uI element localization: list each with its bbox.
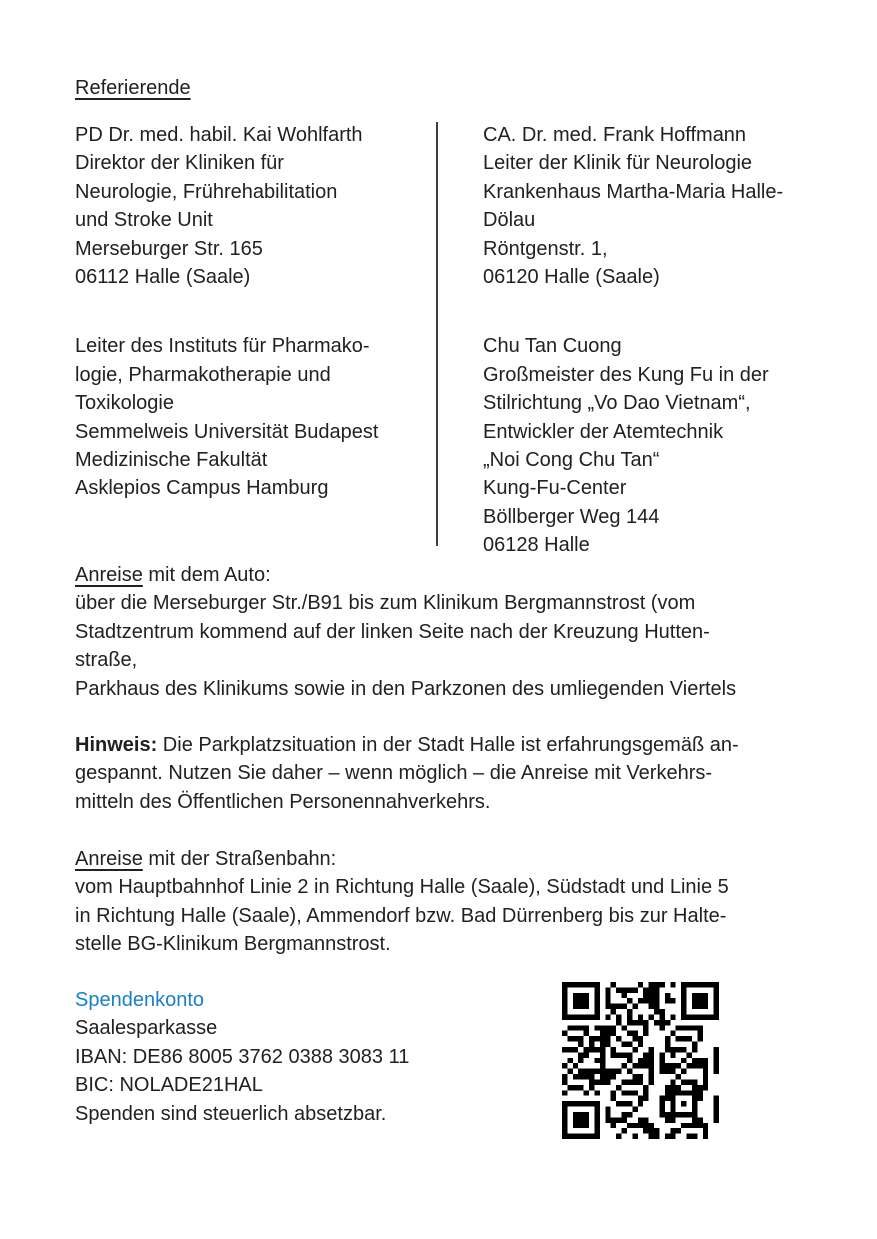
text-line: 06128 Halle [483,534,590,557]
text-line: Krankenhaus Martha-Maria Halle- [483,180,784,203]
text-line: Böllberger Weg 144 [483,505,660,528]
text-line: Dölau [483,209,536,232]
text-line: „Noi Cong Chu Tan“ [483,449,660,472]
text-line: Röntgenstr. 1, [483,237,608,260]
tram-directions-heading [75,845,729,873]
text-line: Parkhaus des Klinikums sowie in den Parkzonen des umliegenden Viertels [75,677,737,700]
text-line: 06112 Halle (Saale) [75,266,251,289]
text-line: Entwickler der Atemtechnik [483,420,724,443]
text-line: Großmeister des Kung Fu in der [483,363,769,386]
speakers-left-column [75,121,437,560]
speakers-section [75,121,853,560]
text-line: über die Merseburger Str./B91 bis zum Klinikum Bergmannstrost (vom [75,592,696,615]
text-line: CA. Dr. med. Frank Hoffmann [483,124,747,146]
text-line: stelle BG-Klinikum Bergmannstrost. [75,933,391,956]
hinweis-first-line [75,731,739,759]
text-line: BIC: NOLADE21HAL [75,1074,263,1097]
qr-code [562,982,719,1139]
speaker-block-hoffmann [483,121,853,291]
speaker-block-wohlfarth [75,121,437,291]
speaker-block-pharmakologie [75,332,437,502]
text-line: PD Dr. med. habil. Kai Wohlfarth [75,124,363,146]
text-line: Kung-Fu-Center [483,477,627,500]
column-divider-rule [436,122,438,546]
text-line: Direktor der Kliniken für [75,152,284,175]
text-line: mitteln des Öffentlichen Personennahverkehrs. [75,790,491,813]
text-line: Spenden sind steuerlich absetzbar. [75,1102,387,1125]
auto-heading-rest: mit dem Auto: [142,564,271,586]
text-line: Leiter der Klinik für Neurologie [483,152,753,175]
text-line: Leiter des Instituts für Pharmako- [75,335,370,358]
text-line: Chu Tan Cuong [483,335,622,358]
text-line: Neurologie, Frührehabilitation [75,180,338,203]
hinweis-label: Hinweis: [75,734,158,756]
text-line: und Stroke Unit [75,209,213,232]
text-line: Asklepios Campus Hamburg [75,477,329,500]
hinweis-first-line-rest: Die Parkplatzsituation in der Stadt Halle ist erfahrungsgemäß an- [157,734,739,756]
text-line: gespannt. Nutzen Sie daher – wenn möglich – die Anreise mit Verkehrs- [75,762,713,785]
page-title: Referierende [75,77,191,99]
auto-heading-underlined-word: Anreise [75,564,143,586]
text-line: Merseburger Str. 165 [75,237,263,260]
auto-directions-section [75,561,736,703]
speakers-right-column [483,121,853,560]
text-line: logie, Pharmakotherapie und [75,363,331,386]
text-line: straße, [75,649,138,672]
text-line: Stilrichtung „Vo Dao Vietnam“, [483,392,751,415]
text-line: Medizinische Fakultät [75,449,268,472]
donation-body [75,1014,409,1128]
text-line: Saalesparkasse [75,1017,218,1040]
hinweis-section [75,731,739,816]
donation-section [75,986,409,1128]
qr-code-pattern [562,982,719,1139]
tram-directions-body [75,873,729,958]
text-line: IBAN: DE86 8005 3762 0388 3083 11 [75,1045,410,1068]
hinweis-body [75,759,739,816]
auto-directions-body [75,589,736,703]
text-line: vom Hauptbahnhof Linie 2 in Richtung Halle (Saale), Südstadt und Linie 5 [75,876,729,899]
text-line: 06120 Halle (Saale) [483,266,660,289]
text-line: Semmelweis Universität Budapest [75,420,379,443]
tram-heading-rest: mit der Straßenbahn: [142,848,337,870]
text-line: Toxikologie [75,392,174,415]
donation-heading: Spendenkonto [75,989,205,1011]
text-line: in Richtung Halle (Saale), Ammendorf bzw. Bad Dürrenberg bis zur Halte- [75,904,727,927]
auto-directions-heading [75,561,736,589]
speaker-block-chu-tan-cuong [483,332,853,559]
tram-directions-section [75,845,729,959]
text-line: Stadtzentrum kommend auf der linken Seite nach der Kreuzung Hutten- [75,620,710,643]
tram-heading-underlined-word: Anreise [75,848,143,870]
